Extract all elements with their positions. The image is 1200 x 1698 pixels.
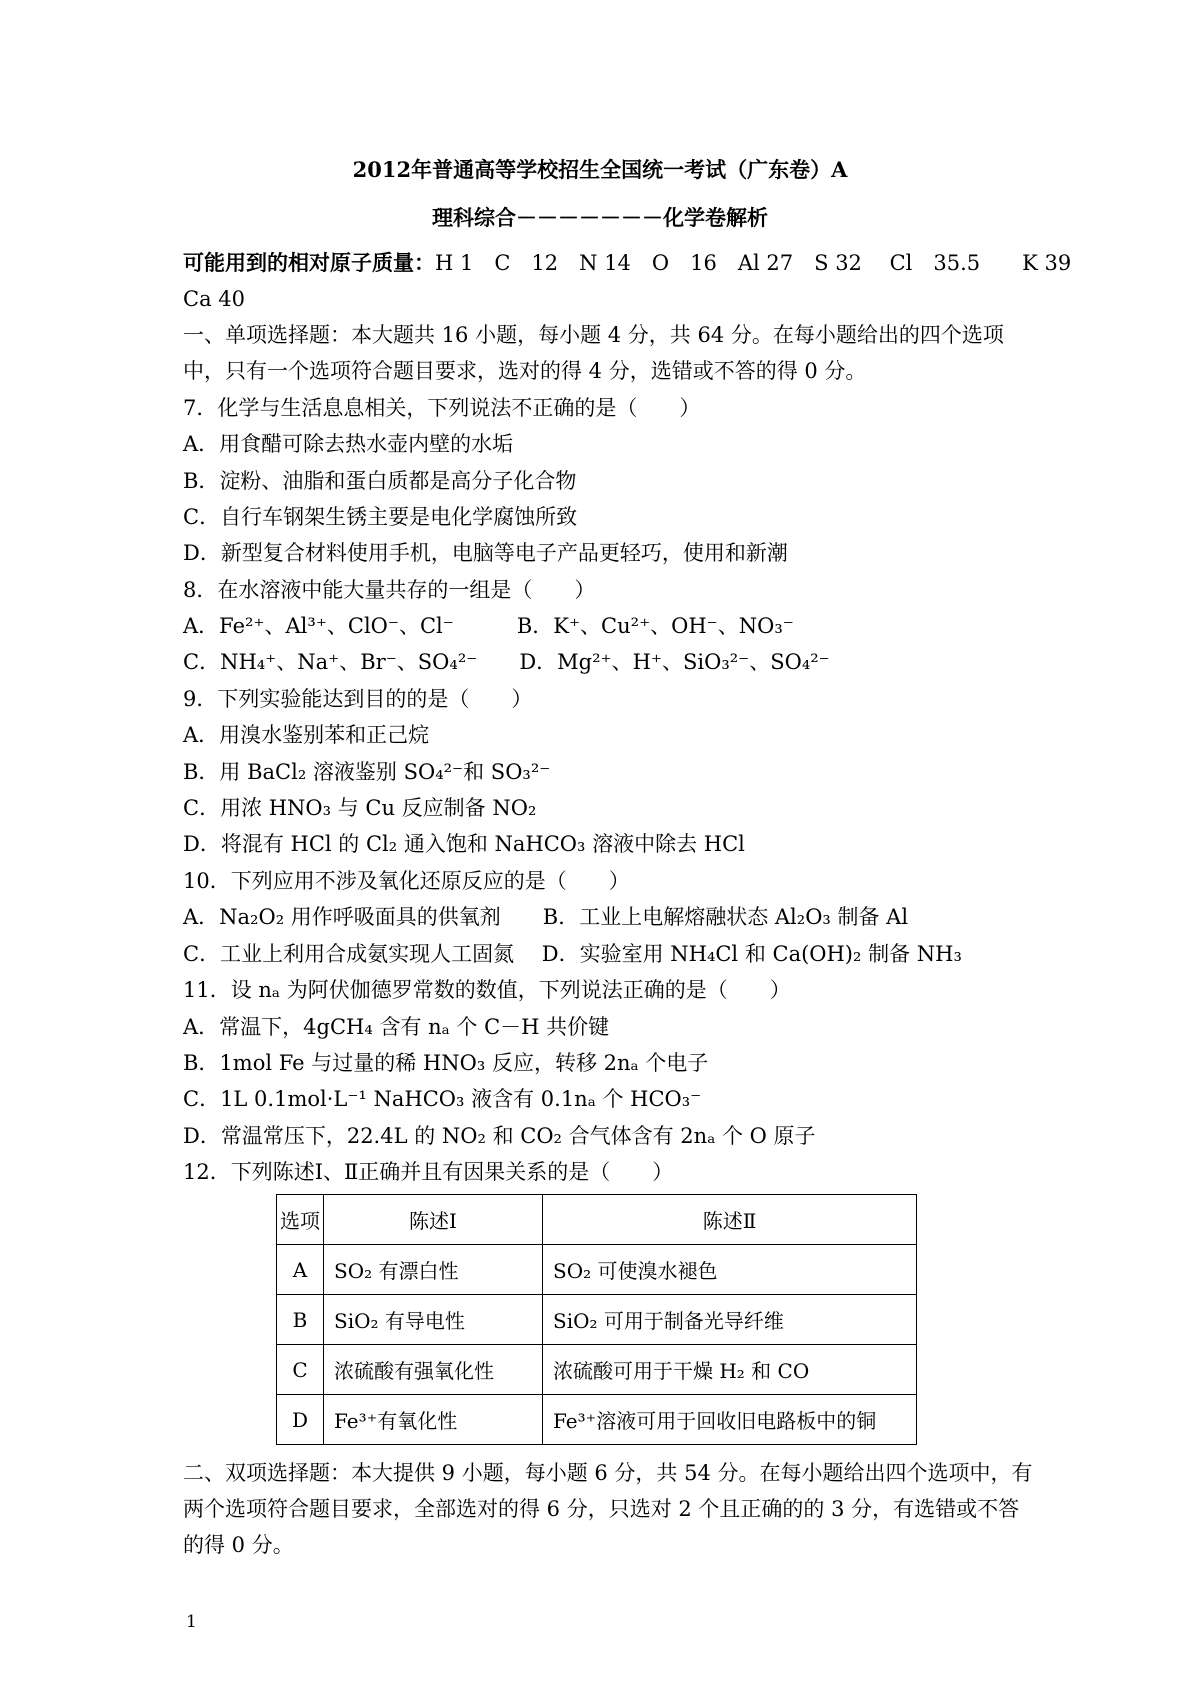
table-cell-option: B [277, 1295, 324, 1345]
table-cell-statement2: Fe³⁺溶液可用于回收旧电路板中的铜 [543, 1395, 917, 1445]
table-row [277, 1295, 917, 1345]
table-cell-statement2: 浓硫酸可用于干燥 H₂ 和 CO [543, 1345, 917, 1395]
section2-instructions-line1: 二、双项选择题：本大提供 9 小题，每小题 6 分，共 54 分。在每小题给出四个选项中，有 [183, 1461, 1033, 1485]
q9-option-b: B．用 BaCl₂ 溶液鉴别 SO₄²⁻和 SO₃²⁻ [183, 760, 551, 784]
q10-options-cd: C．工业上利用合成氨实现人工固氮 D．实验室用 NH₄Cl 和 Ca(OH)₂ 制备 NH₃ [183, 942, 962, 966]
table-cell-statement1: Fe³⁺有氧化性 [324, 1395, 543, 1445]
section1-instructions-line2: 中，只有一个选项符合题目要求，选对的得 4 分，选错或不答的得 0 分。 [183, 359, 867, 383]
atomic-masses-line [183, 248, 1072, 278]
atomic-masses-values: H 1 C 12 N 14 O 16 Al 27 S 32 Cl 35.5 K 39 [435, 251, 1072, 275]
q7-option-c: C．自行车钢架生锈主要是电化学腐蚀所致 [183, 505, 578, 529]
q9-option-d: D．将混有 HCl 的 Cl₂ 通入饱和 NaHCO₃ 溶液中除去 HCl [183, 832, 745, 856]
q11-option-c: C．1L 0.1mol·L⁻¹ NaHCO₃ 液含有 0.1nₐ 个 HCO₃⁻ [183, 1087, 702, 1111]
table-row [277, 1345, 917, 1395]
table-cell-statement2: SiO₂ 可用于制备光导纤维 [543, 1295, 917, 1345]
table-header-cell: 陈述Ⅱ [543, 1195, 917, 1245]
q9-stem: 9．下列实验能达到目的的是（ ） [183, 687, 533, 711]
table-cell-statement2: SO₂ 可使溴水褪色 [543, 1245, 917, 1295]
q7-option-a: A．用食醋可除去热水壶内壁的水垢 [183, 432, 514, 456]
q12-table [276, 1194, 917, 1445]
table-row [277, 1395, 917, 1445]
q11-option-a: A．常温下，4gCH₄ 含有 nₐ 个 C－H 共价键 [183, 1015, 610, 1039]
table-row [277, 1245, 917, 1295]
q7-option-b: B．淀粉、油脂和蛋白质都是高分子化合物 [183, 469, 577, 493]
page-number: 1 [186, 1612, 197, 1632]
table-cell-statement1: SiO₂ 有导电性 [324, 1295, 543, 1345]
q11-option-d: D．常温常压下，22.4L 的 NO₂ 和 CO₂ 合气体含有 2nₐ 个 O 原子 [183, 1124, 816, 1148]
atomic-masses-cont: Ca 40 [183, 287, 245, 311]
q9-option-a: A．用溴水鉴别苯和正己烷 [183, 723, 430, 747]
q7-stem: 7．化学与生活息息相关，下列说法不正确的是（ ） [183, 396, 701, 420]
table-cell-statement1: 浓硫酸有强氧化性 [324, 1345, 543, 1395]
table-cell-option: D [277, 1395, 324, 1445]
q11-stem: 11．设 nₐ 为阿伏伽德罗常数的数值，下列说法正确的是（ ） [183, 978, 791, 1002]
table-cell-option: A [277, 1245, 324, 1295]
table-header-row [277, 1195, 917, 1245]
q10-stem: 10．下列应用不涉及氧化还原反应的是（ ） [183, 869, 630, 893]
atomic-masses-label: 可能用到的相对原子质量： [183, 250, 435, 275]
exam-subtitle: 理科综合－－－－－－－化学卷解析 [432, 205, 768, 230]
section2-instructions-line2: 两个选项符合题目要求，全部选对的得 6 分，只选对 2 个且正确的的 3 分，有选错或不答 [183, 1497, 1020, 1521]
q7-option-d: D．新型复合材料使用手机，电脑等电子产品更轻巧，使用和新潮 [183, 541, 788, 565]
q8-options-ab: A．Fe²⁺、Al³⁺、ClO⁻、Cl⁻ B．K⁺、Cu²⁺、OH⁻、NO₃⁻ [183, 614, 794, 638]
section2-instructions-line3: 的得 0 分。 [183, 1533, 294, 1557]
q9-option-c: C．用浓 HNO₃ 与 Cu 反应制备 NO₂ [183, 796, 537, 820]
table-header-cell: 陈述Ⅰ [324, 1195, 543, 1245]
table-cell-statement1: SO₂ 有漂白性 [324, 1245, 543, 1295]
q8-stem: 8．在水溶液中能大量共存的一组是（ ） [183, 578, 596, 602]
q8-options-cd: C．NH₄⁺、Na⁺、Br⁻、SO₄²⁻ D．Mg²⁺、H⁺、SiO₃²⁻、SO₄²⁻ [183, 650, 830, 674]
table-header-cell: 选项 [277, 1195, 324, 1245]
exam-title: 2012年普通高等学校招生全国统一考试（广东卷）A [352, 157, 848, 182]
q12-stem: 12．下列陈述Ⅰ、Ⅱ正确并且有因果关系的是（ ） [183, 1160, 674, 1184]
section1-instructions-line1: 一、单项选择题：本大题共 16 小题，每小题 4 分，共 64 分。在每小题给出的四个选项 [183, 323, 1004, 347]
q10-options-ab: A．Na₂O₂ 用作呼吸面具的供氧剂 B．工业上电解熔融状态 Al₂O₃ 制备 Al [183, 905, 909, 929]
table-cell-option: C [277, 1345, 324, 1395]
q11-option-b: B．1mol Fe 与过量的稀 HNO₃ 反应，转移 2nₐ 个电子 [183, 1051, 709, 1075]
